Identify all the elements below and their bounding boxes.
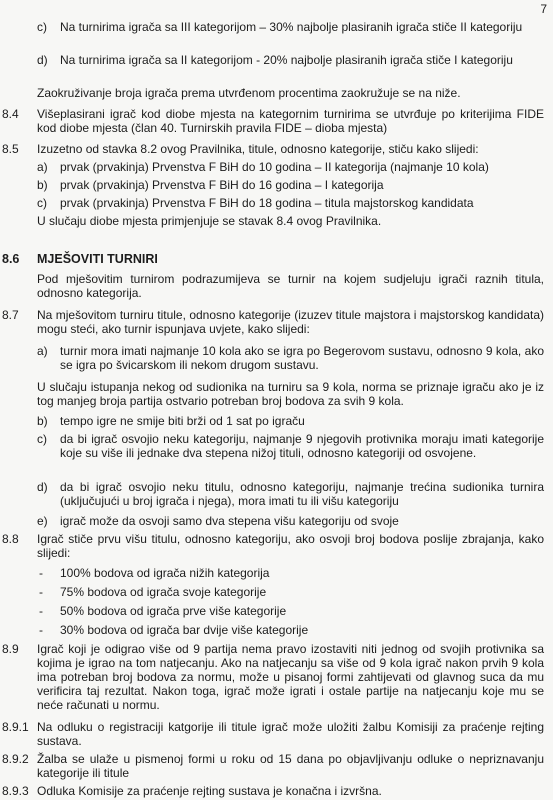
- item-text: Na turnirima igrača sa III kategorijom – 30% najbolje plasiranih igrača stiče II kategoriju: [60, 20, 523, 34]
- bullet: -: [39, 585, 43, 599]
- item-text: 30% bodova od igrača bar dvije više kategorije: [60, 623, 309, 637]
- item-text: 50% bodova od igrača prve više kategorije: [60, 604, 287, 618]
- item-text: prvak (prvakinja) Prvenstva F BiH do 10 godina – II kategorija (najmanje 10 kola): [60, 160, 489, 174]
- item-text: tempo igre ne smije biti brži od 1 sat po igraču: [60, 414, 305, 428]
- list-item: [37, 344, 544, 380]
- item-text: Na turnirima igrača sa II kategorijom - 20% najbolje plasiranih igrača stiče I kategoriju: [60, 53, 513, 67]
- list-item: [37, 623, 544, 642]
- bullet: -: [39, 623, 43, 637]
- section-number: 8.9: [2, 642, 19, 656]
- item-label: b): [37, 414, 48, 428]
- list-item: [37, 480, 544, 514]
- section-number: 8.9.2: [2, 752, 29, 766]
- section-intro: Izuzetno od stavka 8.2 ovog Pravilnika, titule, odnosno kategorije, stiču kako slijedi:: [37, 142, 479, 156]
- list-item: [37, 414, 544, 432]
- bullet: -: [39, 566, 43, 580]
- item-label: b): [37, 178, 48, 192]
- section-text: Žalba se ulaže u pismenoj formi u roku od 15 dana po objavljivanju odluke o nepriznavanju kategorije ili titule: [37, 752, 544, 780]
- item-label: c): [37, 432, 47, 446]
- section-8-4: [0, 107, 553, 135]
- section-8-9: [0, 642, 553, 712]
- item-text: 75% bodova od igrača svoje kategorije: [60, 585, 267, 599]
- item-label: a): [37, 344, 48, 358]
- list-item: [37, 432, 544, 480]
- section-8-7: [0, 308, 553, 532]
- list-item: [37, 53, 544, 86]
- list-item: [37, 196, 544, 214]
- item-label: d): [37, 53, 48, 67]
- section-number: 8.9.3: [2, 784, 29, 798]
- page-number: 7: [540, 2, 547, 16]
- section-text: Pod mješovitim turnirom podrazumijeva se turnir na kojem sudjeluju igrači raznih titula, odnosno kategorija.: [37, 272, 544, 300]
- list-item: [37, 514, 544, 532]
- section-text: Igrač stiče prvu višu titulu, odnosno kategoriju, ako osvoji broj bodova poslije zbrajanja, kako slijedi:: [37, 532, 544, 560]
- item-text: prvak (prvakinja) Prvenstva F BiH do 16 godina – I kategorija: [60, 178, 384, 192]
- item-text: da bi igrač osvojio neku titulu, odnosno kategoriju, najmanje trećina sudionika turnira (uključujući u broj igrača i njega), mora imati tu ili višu kategoriju: [60, 480, 544, 508]
- section-number: 8.6: [2, 252, 20, 266]
- section-number: 8.9.1: [2, 720, 29, 734]
- item-label: c): [37, 20, 47, 34]
- section-8-3-continued: [0, 20, 553, 100]
- list-item: [37, 160, 544, 178]
- section-note: U slučaju diobe mjesta primjenjuje se stavak 8.4 ovog Pravilnika.: [37, 214, 382, 228]
- section-8-6: [0, 252, 553, 300]
- section-text: Odluka Komisije za praćenje rejting sustava je konačna i izvršna.: [37, 784, 382, 798]
- section-text: Igrač koji je odigrao više od 9 partija nema pravo izostaviti niti jednog od svojih protivnika sa kojima je igrao na tom natjecanju. Ako na natjecanju sa više od 9 kola igrač nakon prvih 9 kola ima potreban broj bodova za normu, može u pisanoj formi zahtijevati od glavnog suca da mu verificira taj rezultat. Nakon toga, igrač može igrati i ostale partije na natjecanju koje mu se neće računati u normu.: [37, 642, 544, 712]
- section-intro: Na mješovitom turniru titule, odnosno kategorije (izuzev titule majstora i majstorskog kandidata) mogu steći, ako turnir ispunjava uvjete, kako slijedi:: [37, 308, 544, 336]
- item-text: turnir mora imati najmanje 10 kola ako se igra po Begerovom sustavu, odnosno 9 kola, ako se igra po švicarskom ili nekom drugom sustavu.: [60, 344, 544, 372]
- item-text: da bi igrač osvojio neku kategoriju, najmanje 9 njegovih protivnika moraju imati kategorije koje su više ili jednake dva stepena nižoj tituli, odnosno kategoriji od osvojene.: [60, 432, 544, 460]
- item-label: c): [37, 196, 47, 210]
- section-heading: MJEŠOVITI TURNIRI: [37, 252, 158, 266]
- item-text: prvak (prvakinja) Prvenstva F BiH do 18 godina – titula majstorskog kandidata: [60, 196, 474, 210]
- list-item: [37, 585, 544, 604]
- section-number: 8.7: [2, 308, 19, 322]
- bullet: -: [39, 604, 43, 618]
- list-item: [37, 604, 544, 623]
- section-8-9-1: [0, 720, 553, 748]
- section-8-9-2: [0, 752, 553, 780]
- item-text: igrač može da osvoji samo dva stepena višu kategoriju od svoje: [60, 514, 399, 528]
- section-number: 8.5: [2, 142, 19, 156]
- section-text: Višeplasirani igrač kod diobe mjesta na kategornim turnirima se utvrđuje po kriterijima FIDE kod diobe mjesta (član 40. Turnirskih pravila FIDE – dioba mjesta): [37, 107, 544, 135]
- rounding-note: Zaokruživanje broja igrača prema utvrđenom procentima zaokružuje se na niže.: [37, 86, 461, 100]
- section-8-9-3: [0, 784, 553, 798]
- item-label: a): [37, 160, 48, 174]
- list-item: [37, 566, 544, 585]
- list-item: [37, 20, 544, 53]
- section-note: U slučaju istupanja nekog od sudionika na turniru sa 9 kola, norma se priznaje igraču ako je iz tog manjeg broja partija ostvario potreban broj bodova za svih 9 kola.: [37, 380, 544, 408]
- item-label: d): [37, 480, 48, 494]
- section-text: Na odluku o registraciji katgorije ili titule igrač može uložiti žalbu Komisiji za praćenje rejting sustava.: [37, 720, 544, 748]
- section-number: 8.4: [2, 107, 19, 121]
- item-text: 100% bodova od igrača nižih kategorija: [60, 566, 270, 580]
- item-label: e): [37, 514, 48, 528]
- section-8-8: [0, 532, 553, 642]
- section-8-5: [0, 142, 553, 228]
- section-number: 8.8: [2, 532, 19, 546]
- list-item: [37, 178, 544, 196]
